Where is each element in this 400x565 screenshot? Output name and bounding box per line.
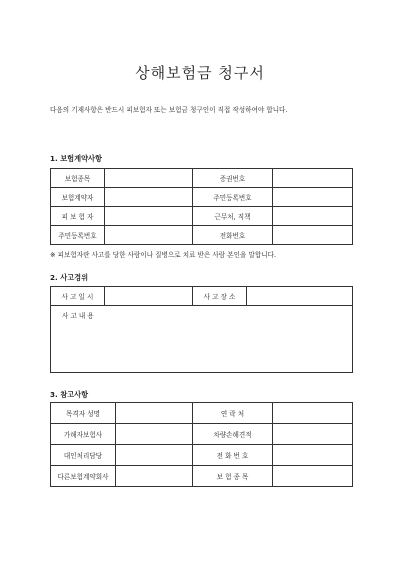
- workplace-field[interactable]: [273, 207, 353, 226]
- resident-number-field[interactable]: [273, 188, 353, 207]
- insured-label: 피 보 험 자: [51, 207, 105, 226]
- other-insurer-label: 다른보험계약회사: [51, 466, 116, 487]
- table-row: [51, 466, 353, 487]
- document-title: 상해보험금 청구서: [135, 64, 265, 82]
- accident-date-field[interactable]: [105, 287, 193, 306]
- table-row: [51, 188, 353, 207]
- other-insurance-type-label: 보 험 종 목: [193, 466, 273, 487]
- accident-place-field[interactable]: [247, 287, 353, 306]
- accident-content-field[interactable]: [51, 306, 353, 373]
- policyholder-label: 보험계약자: [51, 188, 105, 207]
- policyholder-field[interactable]: [105, 188, 193, 207]
- table-row: [51, 424, 353, 445]
- witness-name-field[interactable]: [116, 403, 193, 424]
- insured-resident-number-field[interactable]: [105, 226, 193, 245]
- other-insurance-type-field[interactable]: [273, 466, 353, 487]
- reference-table: [50, 402, 353, 487]
- handler-phone-label: 전 화 번 호: [193, 445, 273, 466]
- offender-insurer-label: 가해자보험사: [51, 424, 116, 445]
- witness-name-label: 목격자 성명: [51, 403, 116, 424]
- policy-number-label: 증권번호: [193, 169, 273, 188]
- insurance-type-label: 보험종목: [51, 169, 105, 188]
- table-row: [51, 226, 353, 245]
- insured-field[interactable]: [105, 207, 193, 226]
- handler-phone-field[interactable]: [273, 445, 353, 466]
- phone-field[interactable]: [273, 226, 353, 245]
- claims-handler-label: 대인처리담당: [51, 445, 116, 466]
- contact-label: 연 락 처: [193, 403, 273, 424]
- accident-place-label: 사 고 장 소: [193, 287, 247, 306]
- policy-number-field[interactable]: [273, 169, 353, 188]
- table-row: [51, 207, 353, 226]
- vehicle-damage-label: 차량손해견적: [193, 424, 273, 445]
- phone-label: 전화번호: [193, 226, 273, 245]
- offender-insurer-field[interactable]: [116, 424, 193, 445]
- section2-heading: 2. 사고경위: [50, 273, 89, 282]
- workplace-label: 근무처, 직책: [193, 207, 273, 226]
- section3-heading: 3. 참고사항: [50, 390, 89, 399]
- accident-date-label: 사 고 일 시: [51, 287, 105, 306]
- insured-resident-number-label: 주민등록번호: [51, 226, 105, 245]
- insured-note: ※ 피보험자란 사고를 당한 사람이나 질병으로 치료 받은 사람 본인을 말합니다.: [50, 251, 277, 259]
- accident-table: [50, 286, 353, 373]
- other-insurer-field[interactable]: [116, 466, 193, 487]
- vehicle-damage-field[interactable]: [273, 424, 353, 445]
- section1-heading: 1. 보험계약사항: [50, 154, 102, 163]
- table-row: [51, 169, 353, 188]
- table-row: [51, 403, 353, 424]
- accident-content-label: 사 고 내 용: [62, 312, 94, 320]
- contact-field[interactable]: [273, 403, 353, 424]
- intro-text: 다음의 기재사항은 반드시 피보험자 또는 보험금 청구인이 직접 작성하여야 합니다.: [50, 106, 288, 114]
- insurance-type-field[interactable]: [105, 169, 193, 188]
- table-row: [51, 445, 353, 466]
- resident-number-label: 주민등록번호: [193, 188, 273, 207]
- table-row: [51, 287, 353, 306]
- table-row: [51, 306, 353, 373]
- contract-table: [50, 168, 353, 245]
- claims-handler-field[interactable]: [116, 445, 193, 466]
